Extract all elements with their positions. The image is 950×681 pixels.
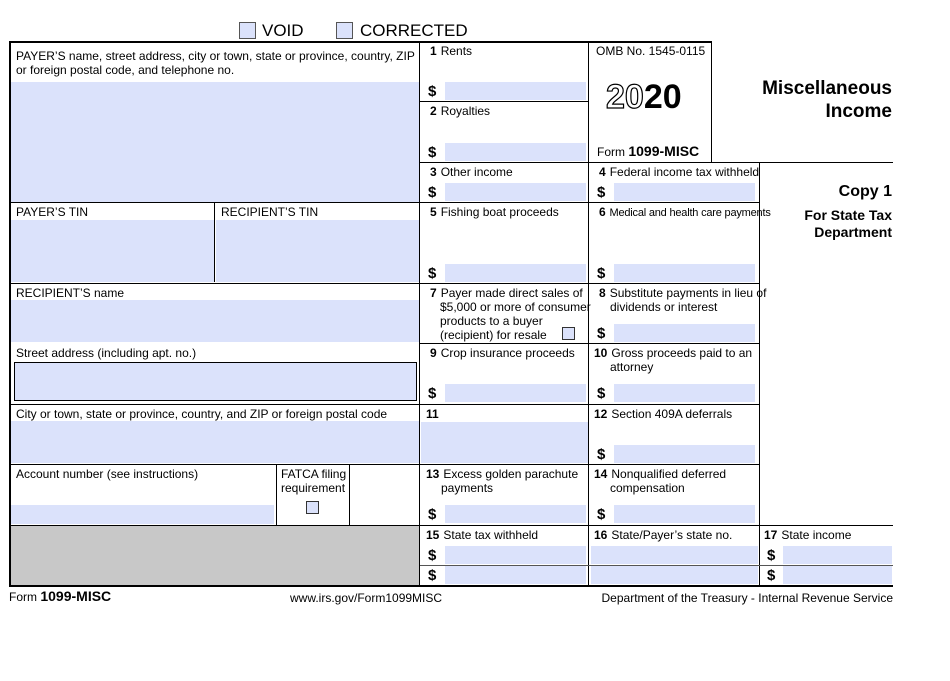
payer-tin-field[interactable] bbox=[11, 220, 214, 282]
payer-name-label-2: or foreign postal code, and telephone no. bbox=[16, 63, 235, 77]
row-line bbox=[420, 162, 893, 163]
row-line bbox=[10, 464, 759, 465]
dollar-sign: $ bbox=[428, 385, 437, 402]
box2-royalties-field[interactable] bbox=[445, 143, 586, 161]
box6-label: 6 Medical and health care payments bbox=[599, 205, 771, 219]
box16-state-no-field-2[interactable] bbox=[591, 566, 758, 584]
box10-label-2: attorney bbox=[610, 360, 654, 374]
left-col-divider bbox=[419, 41, 420, 586]
row-line bbox=[420, 101, 588, 102]
street-address-field[interactable] bbox=[14, 362, 417, 401]
box14-label-2: compensation bbox=[610, 481, 685, 495]
box17-state-income-field-2[interactable] bbox=[783, 566, 892, 584]
recipient-tin-field[interactable] bbox=[216, 220, 419, 282]
box7-label-2: $5,000 or more of consumer bbox=[440, 300, 591, 314]
fatca-left-divider bbox=[276, 464, 277, 525]
omb-right-border bbox=[711, 41, 712, 162]
copy-title: Copy 1 bbox=[838, 183, 892, 200]
box14-label: 14 Nonqualified deferred bbox=[594, 467, 727, 481]
corrected-checkbox[interactable] bbox=[336, 22, 353, 39]
box11-label: 11 bbox=[426, 407, 439, 421]
payer-tin-label: PAYER’S TIN bbox=[16, 205, 89, 219]
box9-label: 9 Crop insurance proceeds bbox=[430, 346, 575, 360]
box8-label-2: dividends or interest bbox=[610, 300, 718, 314]
copy-destination: For State Tax Department bbox=[804, 207, 892, 240]
box5-label: 5 Fishing boat proceeds bbox=[430, 205, 559, 219]
box15-state-tax-field-2[interactable] bbox=[445, 566, 586, 584]
box12-409a-field[interactable] bbox=[614, 445, 755, 463]
fatca-right-divider bbox=[349, 464, 350, 525]
fatca-label: FATCA filing bbox=[281, 467, 347, 481]
box6-medical-field[interactable] bbox=[614, 264, 755, 282]
tin-divider bbox=[214, 202, 215, 282]
street-address-label: Street address (including apt. no.) bbox=[16, 346, 197, 360]
row-line bbox=[10, 283, 759, 284]
box1-label: 1 Rents bbox=[430, 44, 473, 58]
box10-gross-proceeds-field[interactable] bbox=[614, 384, 755, 402]
box13-label: 13 Excess golden parachute bbox=[426, 467, 579, 481]
form-bottom-border bbox=[9, 585, 893, 587]
box7-label: 7 Payer made direct sales of bbox=[430, 286, 583, 300]
box4-federal-tax-field[interactable] bbox=[614, 183, 755, 201]
row-line bbox=[10, 525, 893, 526]
dollar-sign: $ bbox=[597, 446, 606, 463]
account-number-label: Account number (see instructions) bbox=[16, 467, 199, 481]
footer-department: Department of the Treasury - Internal Revenue Service bbox=[601, 591, 893, 605]
dollar-sign: $ bbox=[597, 265, 606, 282]
dollar-sign: $ bbox=[428, 567, 437, 584]
dollar-sign: $ bbox=[428, 265, 437, 282]
payer-name-field[interactable] bbox=[11, 82, 419, 202]
box10-label: 10 Gross proceeds paid to an bbox=[594, 346, 753, 360]
box12-label: 12 Section 409A deferrals bbox=[594, 407, 733, 421]
box17-label: 17 State income bbox=[764, 528, 852, 542]
fatca-checkbox[interactable] bbox=[306, 501, 319, 514]
box7-label-3: products to a buyer bbox=[440, 314, 543, 328]
form-top-border bbox=[9, 41, 712, 43]
form-left-border bbox=[9, 41, 11, 587]
omb-number: OMB No. 1545-0115 bbox=[596, 44, 706, 58]
corrected-label: CORRECTED bbox=[360, 21, 468, 40]
account-number-field[interactable] bbox=[11, 505, 274, 524]
box15-state-tax-field-1[interactable] bbox=[445, 546, 586, 564]
box2-label: 2 Royalties bbox=[430, 104, 491, 118]
dollar-sign: $ bbox=[597, 325, 606, 342]
box5-fishing-field[interactable] bbox=[445, 264, 586, 282]
dollar-sign: $ bbox=[767, 547, 776, 564]
payer-name-label: PAYER’S name, street address, city or town, state or province, country, ZIP bbox=[16, 49, 415, 63]
city-label: City or town, state or province, country, and ZIP or foreign postal code bbox=[16, 407, 388, 421]
footer-url: www.irs.gov/Form1099MISC bbox=[290, 591, 443, 605]
dollar-sign: $ bbox=[597, 385, 606, 402]
dollar-sign: $ bbox=[767, 567, 776, 584]
box17-state-income-field-1[interactable] bbox=[783, 546, 892, 564]
void-label: VOID bbox=[262, 21, 304, 40]
tax-year: 2020 bbox=[606, 78, 682, 116]
dollar-sign: $ bbox=[428, 83, 437, 100]
dollar-sign: $ bbox=[428, 144, 437, 161]
row-line bbox=[10, 202, 759, 203]
box15-label: 15 State tax withheld bbox=[426, 528, 539, 542]
recipient-name-field[interactable] bbox=[11, 300, 419, 342]
box13-label-2: payments bbox=[441, 481, 494, 495]
box16-label: 16 State/Payer’s state no. bbox=[594, 528, 733, 542]
box9-crop-field[interactable] bbox=[445, 384, 586, 402]
box1-rents-field[interactable] bbox=[445, 82, 586, 100]
dollar-sign: $ bbox=[597, 184, 606, 201]
void-checkbox[interactable] bbox=[239, 22, 256, 39]
form-title: Miscellaneous Income bbox=[762, 78, 892, 122]
footer-form-name: Form 1099-MISC bbox=[9, 588, 112, 604]
box7-label-4: (recipient) for resale bbox=[440, 328, 547, 342]
dollar-sign: $ bbox=[428, 547, 437, 564]
city-field[interactable] bbox=[11, 421, 419, 463]
box13-parachute-field[interactable] bbox=[445, 505, 586, 523]
right-col-divider bbox=[759, 162, 760, 586]
box7-checkbox[interactable] bbox=[562, 327, 575, 340]
row-line bbox=[10, 404, 759, 405]
recipient-tin-label: RECIPIENT’S TIN bbox=[221, 205, 319, 219]
box3-other-income-field[interactable] bbox=[445, 183, 586, 201]
shaded-area bbox=[11, 525, 419, 585]
box16-state-no-field-1[interactable] bbox=[591, 546, 758, 564]
recipient-name-label: RECIPIENT’S name bbox=[16, 286, 125, 300]
box4-label: 4 Federal income tax withheld bbox=[599, 165, 760, 179]
row-line bbox=[420, 343, 759, 344]
box8-substitute-field[interactable] bbox=[614, 324, 755, 342]
dollar-sign: $ bbox=[428, 506, 437, 523]
box11-field[interactable] bbox=[421, 422, 588, 463]
box8-label: 8 Substitute payments in lieu of bbox=[599, 286, 767, 300]
state-row-divider bbox=[420, 565, 893, 566]
dollar-sign: $ bbox=[597, 506, 606, 523]
fatca-label-2: requirement bbox=[281, 481, 346, 495]
box14-nonqualified-field[interactable] bbox=[614, 505, 755, 523]
box3-label: 3 Other income bbox=[430, 165, 513, 179]
omb-form-name: Form 1099-MISC bbox=[597, 143, 700, 159]
dollar-sign: $ bbox=[428, 184, 437, 201]
